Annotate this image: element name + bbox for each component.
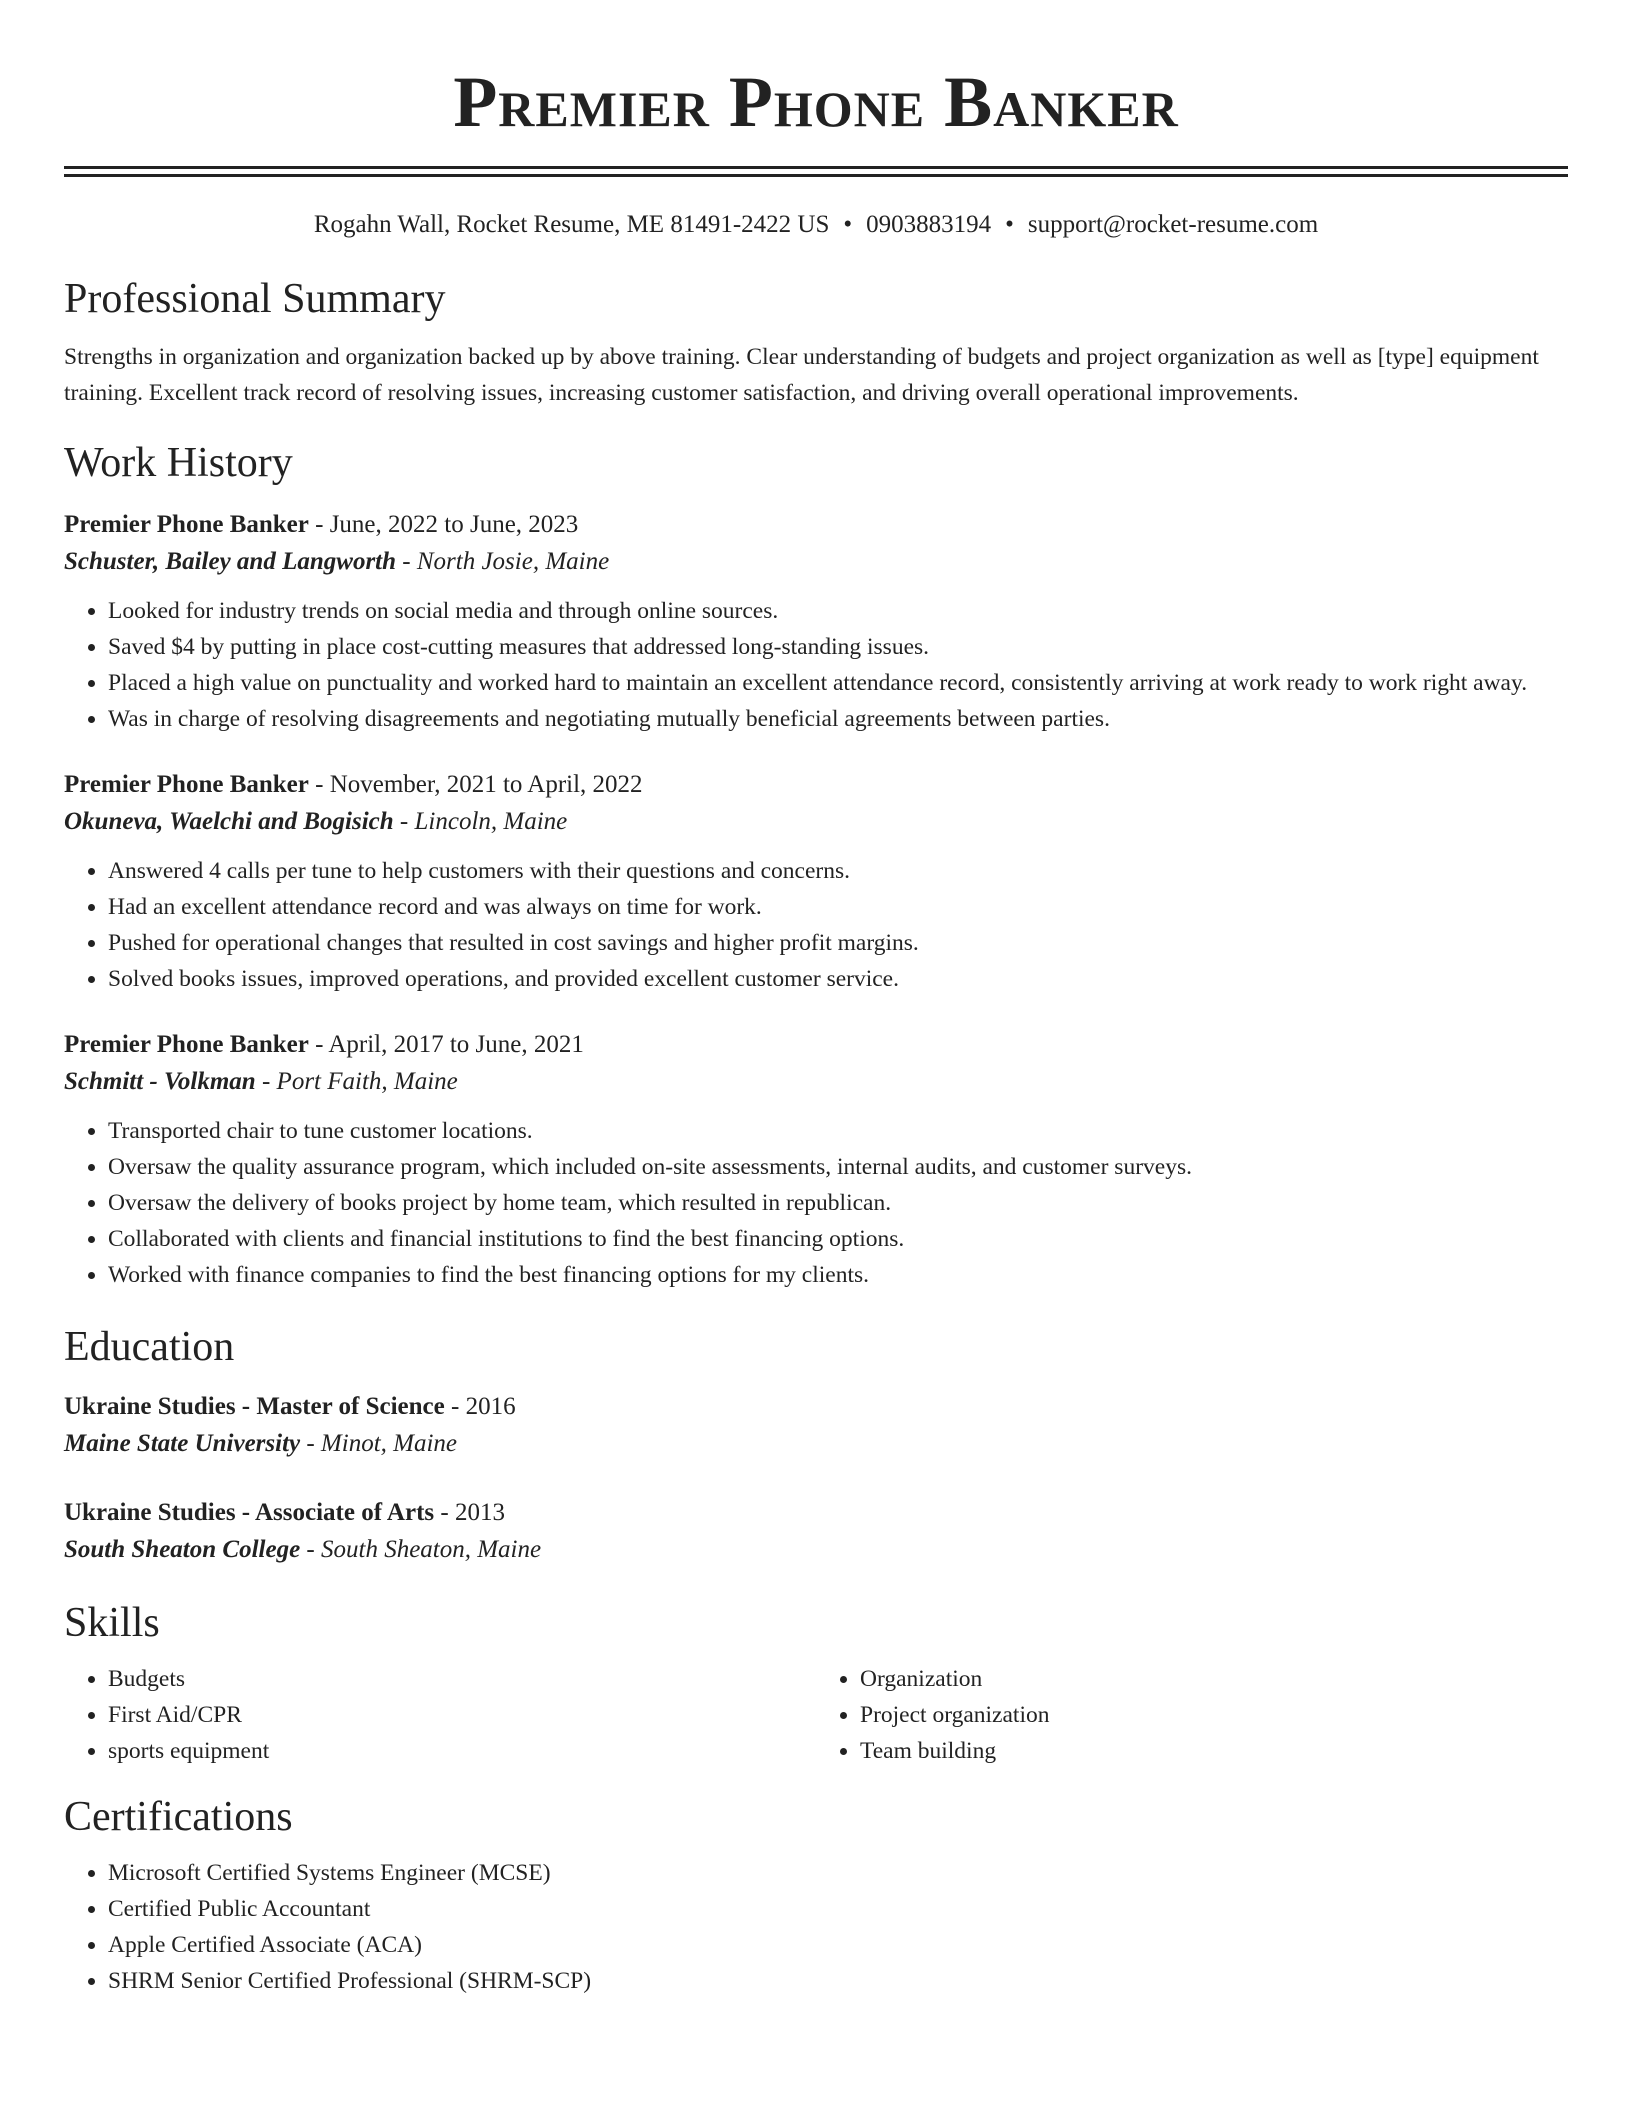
degree-line	[64, 1495, 1568, 1531]
section-heading-skills: Skills	[64, 1600, 160, 1646]
job-bullet: • Solved books issues, improved operations, and provided excellent customer service.	[108, 961, 1568, 997]
job-bullets	[64, 1113, 1568, 1293]
job-bullets	[64, 593, 1568, 737]
degree-name: Ukraine Studies - Associate of Arts	[64, 1499, 435, 1526]
school-name: South Sheaton College	[64, 1536, 301, 1563]
resume-page	[64, 0, 1568, 1999]
contact-line	[64, 209, 1568, 241]
section-heading-summary: Professional Summary	[64, 276, 446, 322]
job-title: Premier Phone Banker	[64, 771, 309, 798]
contact-separator: •	[843, 211, 853, 238]
education-entry	[64, 1495, 1568, 1569]
company-line	[64, 803, 1568, 841]
contact-email: support@rocket-resume.com	[1027, 211, 1319, 238]
company-location: - Lincoln, Maine	[393, 808, 568, 835]
job-title: Premier Phone Banker	[64, 511, 309, 538]
skill-item: • Project organization	[860, 1697, 1568, 1733]
skill-item: • Budgets	[108, 1661, 816, 1697]
job-bullet: • Pushed for operational changes that resulted in cost savings and higher profit margins.	[108, 925, 1568, 961]
contact-address: Rogahn Wall, Rocket Resume, ME 81491-2422 US	[313, 211, 830, 238]
job-bullet: • Looked for industry trends on social media and through online sources.	[108, 593, 1568, 629]
section-heading-education: Education	[64, 1324, 235, 1370]
degree-line	[64, 1389, 1568, 1425]
skills-list-right	[816, 1661, 1568, 1769]
degree-year: - 2016	[444, 1393, 516, 1420]
job-bullet: • Had an excellent attendance record and was always on time for work.	[108, 889, 1568, 925]
job-bullet: • Oversaw the delivery of books project by home team, which resulted in republican.	[108, 1185, 1568, 1221]
job-bullet: • Saved $4 by putting in place cost-cutting measures that addressed long-standing issues.	[108, 629, 1568, 665]
company-line	[64, 1063, 1568, 1101]
section-heading-work-history: Work History	[64, 440, 293, 486]
job-dates: - November, 2021 to April, 2022	[308, 771, 643, 798]
job-title-line	[64, 507, 1568, 543]
company-name: Okuneva, Waelchi and Bogisich	[64, 808, 394, 835]
company-location: - Port Faith, Maine	[255, 1068, 458, 1095]
skills-grid	[64, 1661, 1568, 1769]
job-dates: - April, 2017 to June, 2021	[308, 1031, 584, 1058]
job-title-line	[64, 767, 1568, 803]
skill-item: • Team building	[860, 1733, 1568, 1769]
job-entry	[64, 767, 1568, 997]
job-title: Premier Phone Banker	[64, 1031, 309, 1058]
school-line	[64, 1531, 1568, 1569]
certification-item: • SHRM Senior Certified Professional (SHRM-SCP)	[108, 1963, 1568, 1999]
skill-item: • sports equipment	[108, 1733, 816, 1769]
section-heading-certifications: Certifications	[64, 1794, 293, 1840]
job-bullet: • Was in charge of resolving disagreements and negotiating mutually beneficial agreements between parties.	[108, 701, 1568, 737]
job-title-line	[64, 1027, 1568, 1063]
school-line	[64, 1425, 1568, 1463]
school-location: - South Sheaton, Maine	[300, 1536, 542, 1563]
degree-year: - 2013	[434, 1499, 505, 1526]
job-dates: - June, 2022 to June, 2023	[308, 511, 579, 538]
skills-list-left	[64, 1661, 816, 1769]
skill-item: • Organization	[860, 1661, 1568, 1697]
company-name: Schmitt - Volkman	[64, 1068, 256, 1095]
company-location: - North Josie, Maine	[396, 548, 610, 575]
contact-phone: 0903883194	[866, 211, 992, 238]
job-bullets	[64, 853, 1568, 997]
degree-name: Ukraine Studies - Master of Science	[64, 1393, 445, 1420]
education-entry	[64, 1389, 1568, 1463]
certification-item: • Certified Public Accountant	[108, 1891, 1568, 1927]
job-bullet: • Transported chair to tune customer locations.	[108, 1113, 1568, 1149]
certifications-list	[64, 1855, 1568, 1999]
school-location: - Minot, Maine	[300, 1430, 458, 1457]
job-bullet: • Collaborated with clients and financial institutions to find the best financing options.	[108, 1221, 1568, 1257]
job-bullet: • Oversaw the quality assurance program, which included on-site assessments, internal audits, and customer surveys.	[108, 1149, 1568, 1185]
certification-item: • Microsoft Certified Systems Engineer (MCSE)	[108, 1855, 1568, 1891]
company-name: Schuster, Bailey and Langworth	[64, 548, 397, 575]
job-bullet: • Worked with finance companies to find the best financing options for my clients.	[108, 1257, 1568, 1293]
header-double-rule	[64, 166, 1568, 177]
job-entry	[64, 1027, 1568, 1293]
company-line	[64, 543, 1568, 581]
skill-item: • First Aid/CPR	[108, 1697, 816, 1733]
job-entry	[64, 507, 1568, 737]
job-bullet: • Answered 4 calls per tune to help customers with their questions and concerns.	[108, 853, 1568, 889]
job-bullet: • Placed a high value on punctuality and worked hard to maintain an excellent attendance record, consistently arriving at work ready to work right away.	[108, 665, 1568, 701]
school-name: Maine State University	[64, 1430, 301, 1457]
resume-name: Premier Phone Banker	[453, 62, 1179, 142]
certification-item: • Apple Certified Associate (ACA)	[108, 1927, 1568, 1963]
summary-text: Strengths in organization and organization backed up by above training. Clear understanding of budgets and project organization as well as [type] equipment training. Excellent track record of resolving issues, increasing customer satisfaction, and driving overall operational improvements.	[64, 344, 1539, 406]
contact-separator: •	[1005, 211, 1014, 238]
